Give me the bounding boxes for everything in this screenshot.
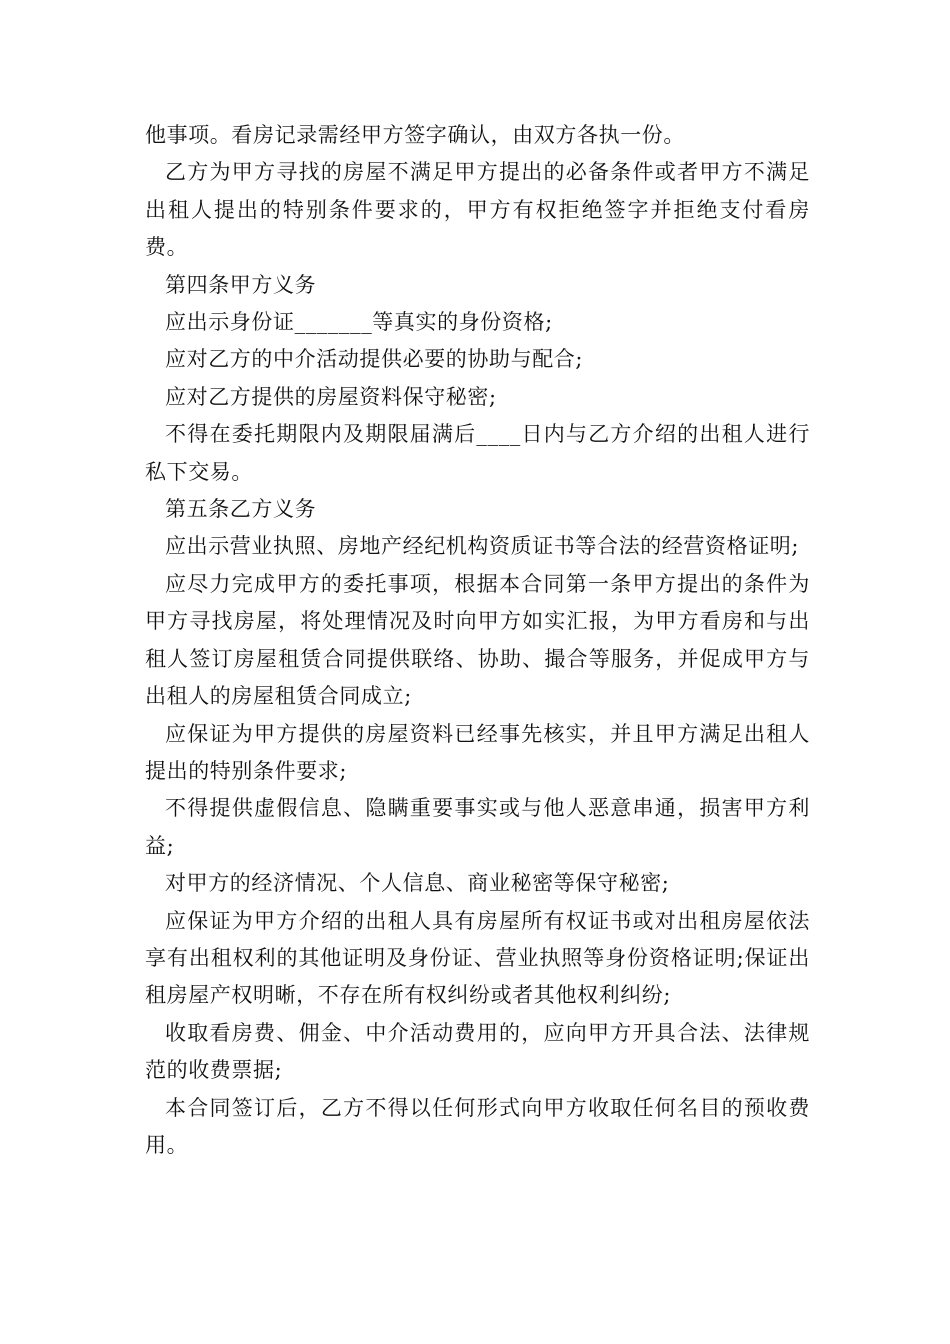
paragraph-continuation: 他事项。看房记录需经甲方签字确认，由双方各执一份。 (145, 123, 685, 147)
paragraph-no-private-deal: 不得在委托期限内及期限届满后____日内与乙方介绍的出租人进行私下交易。 (145, 422, 810, 484)
paragraph-receipts: 收取看房费、佣金、中介活动费用的，应向甲方开具合法、法律规范的收费票据; (145, 1020, 810, 1083)
paragraph-viewing-fee-refusal: 乙方为甲方寻找的房屋不满足甲方提出的必备条件或者甲方不满足出租人提出的特别条件要求的，甲方有权拒绝签字并拒绝支付看房费。 (145, 160, 810, 260)
article-5-heading: 第五条乙方义务 (165, 497, 317, 522)
article-4-heading: 第四条甲方义务 (165, 272, 317, 297)
paragraph-keep-confidential: 应对乙方提供的房屋资料保守秘密; (165, 384, 497, 409)
paragraph-show-id: 应出示身份证_______等真实的身份资格; (165, 310, 553, 335)
paragraph-ownership-proof: 应保证为甲方介绍的出租人具有房屋所有权证书或对出租房屋依法享有出租权利的其他证明及身份证、营业执照等身份资格证明;保证出租房屋产权明晰，不存在所有权纠纷或者其他权利纠纷; (145, 908, 810, 1008)
paragraph-assist-agency: 应对乙方的中介活动提供必要的协助与配合; (165, 347, 584, 372)
paragraph-verify-info: 应保证为甲方提供的房屋资料已经事先核实，并且甲方满足出租人提出的特别条件要求; (145, 721, 810, 783)
paragraph-business-license: 应出示营业执照、房地产经纪机构资质证书等合法的经营资格证明; (165, 534, 800, 559)
paragraph-no-false-info: 不得提供虚假信息、隐瞒重要事实或与他人恶意串通，损害甲方利益; (145, 796, 810, 858)
document-body (145, 117, 810, 1164)
paragraph-complete-commission: 应尽力完成甲方的委托事项，根据本合同第一条甲方提出的条件为甲方寻找房屋，将处理情况及时向甲方如实汇报，为甲方看房和与出租人签订房屋租赁合同提供联络、协助、撮合等服务，并促成甲方与出租人的房屋租赁合同成立; (145, 571, 810, 709)
paragraph-no-prepayment: 本合同签订后，乙方不得以任何形式向甲方收取任何名目的预收费用。 (145, 1095, 810, 1157)
paragraph-privacy: 对甲方的经济情况、个人信息、商业秘密等保守秘密; (165, 871, 670, 896)
